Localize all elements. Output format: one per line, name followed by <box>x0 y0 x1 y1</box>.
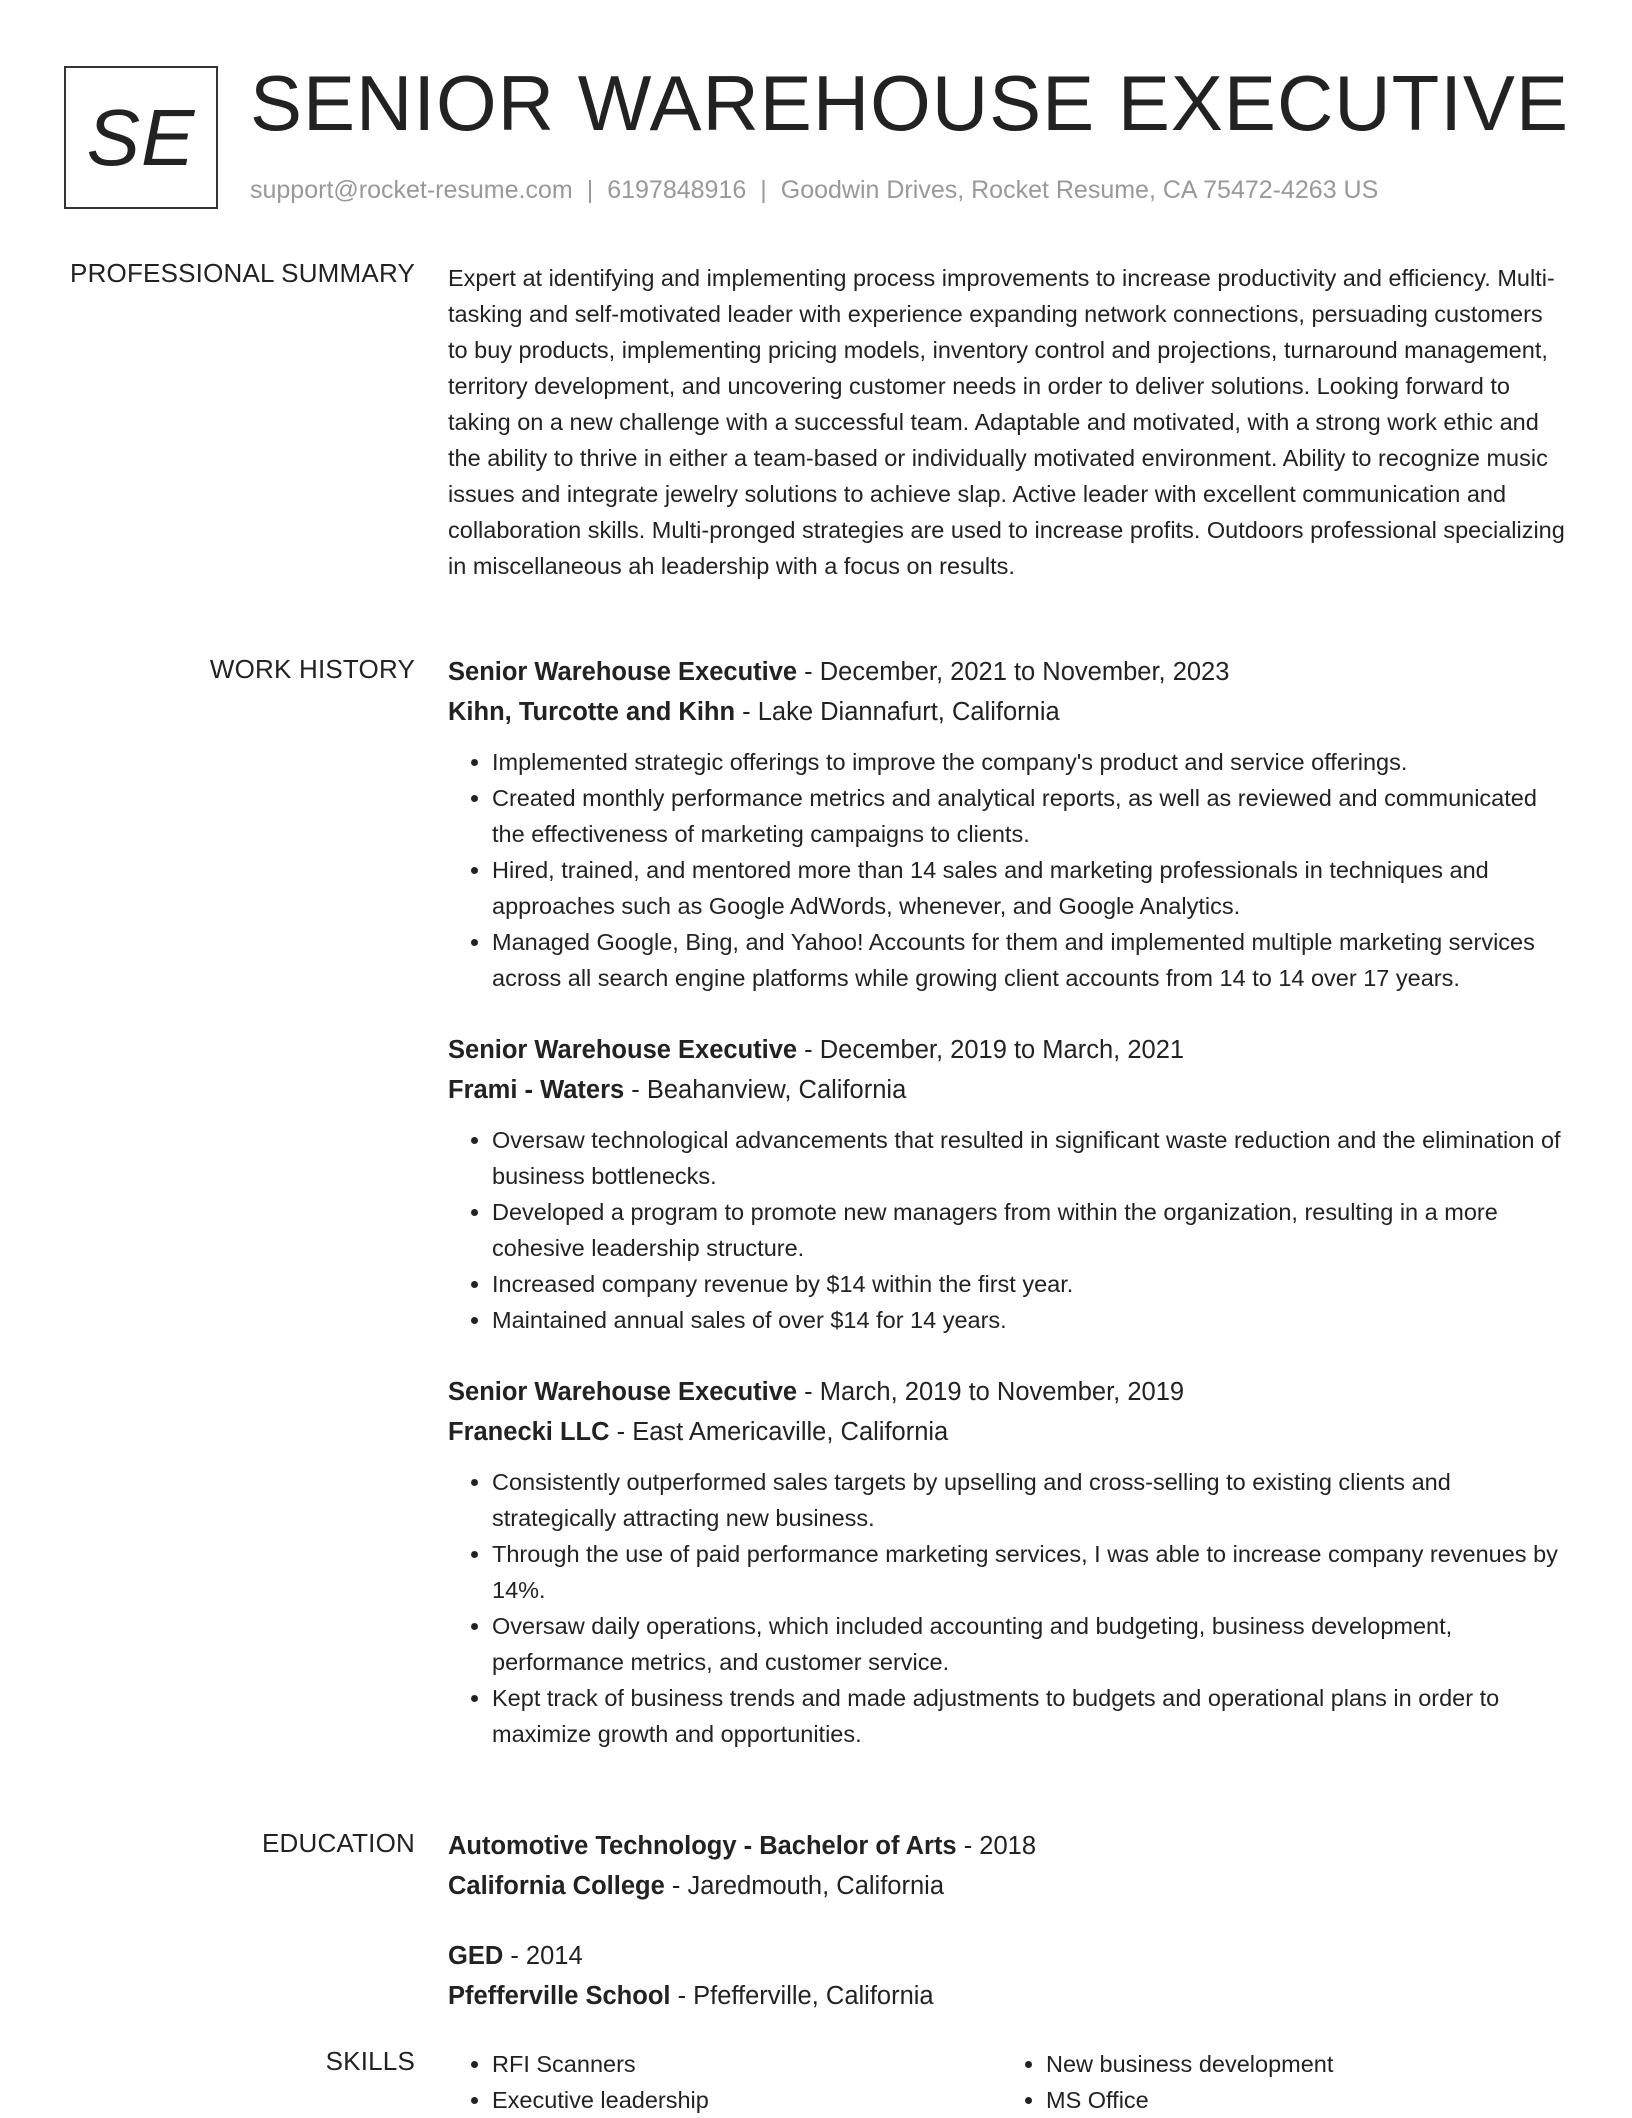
job-bullet: • Consistently outperformed sales targets by upselling and cross-selling to existing clients and strategically attracting new business. <box>492 1464 1568 1536</box>
job-bullet: • Kept track of business trends and made adjustments to budgets and operational plans in order to maximize growth and opportunities. <box>492 1680 1568 1752</box>
job-bullets <box>448 1464 1568 1752</box>
contact-separator: | <box>760 176 767 204</box>
job-bullet: • Oversaw daily operations, which included accounting and budgeting, business development, performance metrics, and customer service. <box>492 1608 1568 1680</box>
job-company: Frami - Waters <box>448 1076 625 1104</box>
job-company: Kihn, Turcotte and Kihn <box>448 698 736 726</box>
education-entry <box>448 1936 1568 2016</box>
skill-item: • New business development <box>1046 2046 1556 2082</box>
job-bullet: • Oversaw technological advancements that resulted in significant waste reduction and the elimination of business bottlenecks. <box>492 1122 1568 1194</box>
job-entry <box>448 1030 1568 1338</box>
education-degree: GED <box>448 1942 504 1970</box>
job-company-line <box>448 692 1568 732</box>
education-school: Pfefferville School <box>448 1982 671 2010</box>
job-company: Franecki LLC <box>448 1418 610 1446</box>
job-title: Senior Warehouse Executive <box>448 658 798 686</box>
job-bullets <box>448 1122 1568 1338</box>
job-bullet: • Hired, trained, and mentored more than 14 sales and marketing professionals in techniques and approaches such as Google AdWords, whenever, and Google Analytics. <box>492 852 1568 924</box>
job-bullet: • Developed a program to promote new managers from within the organization, resulting in a more cohesive leadership structure. <box>492 1194 1568 1266</box>
education-entry <box>448 1826 1568 1906</box>
job-bullet: • Created monthly performance metrics and analytical reports, as well as reviewed and communicated the effectiveness of marketing campaigns to clients. <box>492 780 1568 852</box>
job-location: - East Americaville, California <box>609 1418 949 1446</box>
education-year: - 2018 <box>956 1832 1037 1860</box>
education-degree-line <box>448 1936 1568 1976</box>
education-degree: Automotive Technology - Bachelor of Arts <box>448 1832 957 1860</box>
contact-email[interactable]: support@rocket-resume.com <box>250 176 573 204</box>
job-title: Senior Warehouse Executive <box>448 1378 798 1406</box>
job-company-line <box>448 1412 1568 1452</box>
contact-phone[interactable]: 6197848916 <box>607 176 747 204</box>
skills-list-right <box>1002 2046 1556 2118</box>
skills-list-left <box>448 2046 1002 2118</box>
education-school: California College <box>448 1872 665 1900</box>
job-bullets <box>448 744 1568 996</box>
contact-address: Goodwin Drives, Rocket Resume, CA 75472-4263 US <box>780 176 1379 204</box>
initials-monogram: SE <box>64 66 218 209</box>
education-school-line <box>448 1976 1568 2016</box>
section-label-summary: PROFESSIONAL SUMMARY <box>70 258 415 288</box>
job-bullet: • Through the use of paid performance marketing services, I was able to increase company revenues by 14%. <box>492 1536 1568 1608</box>
education-degree-line <box>448 1826 1568 1866</box>
job-company-line <box>448 1070 1568 1110</box>
skill-item: • Executive leadership <box>492 2082 1002 2118</box>
job-dates: - December, 2019 to March, 2021 <box>797 1036 1185 1064</box>
skills-columns <box>448 2046 1568 2118</box>
job-entry <box>448 1372 1568 1752</box>
section-label-skills: SKILLS <box>325 2046 415 2076</box>
job-bullet: • Maintained annual sales of over $14 for 14 years. <box>492 1302 1568 1338</box>
job-bullet: • Implemented strategic offerings to improve the company's product and service offerings. <box>492 744 1568 780</box>
job-title-line <box>448 1372 1568 1412</box>
job-bullet: • Managed Google, Bing, and Yahoo! Accounts for them and implemented multiple marketing services across all search engine platforms while growing client accounts from 14 to 14 over 17 years. <box>492 924 1568 996</box>
job-bullet: • Increased company revenue by $14 within the first year. <box>492 1266 1568 1302</box>
job-dates: - December, 2021 to November, 2023 <box>797 658 1230 686</box>
job-location: - Beahanview, California <box>624 1076 907 1104</box>
contact-separator: | <box>586 176 594 204</box>
section-label-work-history: WORK HISTORY <box>209 654 415 684</box>
section-label-education: EDUCATION <box>262 1828 415 1858</box>
job-dates: - March, 2019 to November, 2019 <box>797 1378 1185 1406</box>
education-location: - Jaredmouth, California <box>664 1872 945 1900</box>
education-year: - 2014 <box>503 1942 583 1970</box>
resume-title: SENIOR WAREHOUSE EXECUTIVE <box>250 59 1569 147</box>
education-location: - Pfefferville, California <box>670 1982 934 2010</box>
summary-text: Expert at identifying and implementing process improvements to increase productivity and efficiency. Multi-tasking and self-motivated leader with experience expanding network connections, persuading customers to buy products, implementing pricing models, inventory control and projections, turnaround management, territory development, and uncovering customer needs in order to deliver solutions. Looking forward to taking on a new challenge with a successful team. Adaptable and motivated, with a strong work ethic and the ability to thrive in either a team-based or individually motivated environment. Ability to recognize music issues and integrate jewelry solutions to achieve slap. Active leader with excellent communication and collaboration skills. Multi-pronged strategies are used to increase profits. Outdoors professional specializing in miscellaneous ah leadership with a focus on results. <box>448 265 1565 579</box>
skill-item: • MS Office <box>1046 2082 1556 2118</box>
job-title: Senior Warehouse Executive <box>448 1036 798 1064</box>
job-location: - Lake Diannafurt, California <box>735 698 1060 726</box>
job-title-line <box>448 652 1568 692</box>
job-entry <box>448 652 1568 996</box>
contact-line <box>250 176 1378 205</box>
skill-item: • RFI Scanners <box>492 2046 1002 2082</box>
job-title-line <box>448 1030 1568 1070</box>
education-school-line <box>448 1866 1568 1906</box>
